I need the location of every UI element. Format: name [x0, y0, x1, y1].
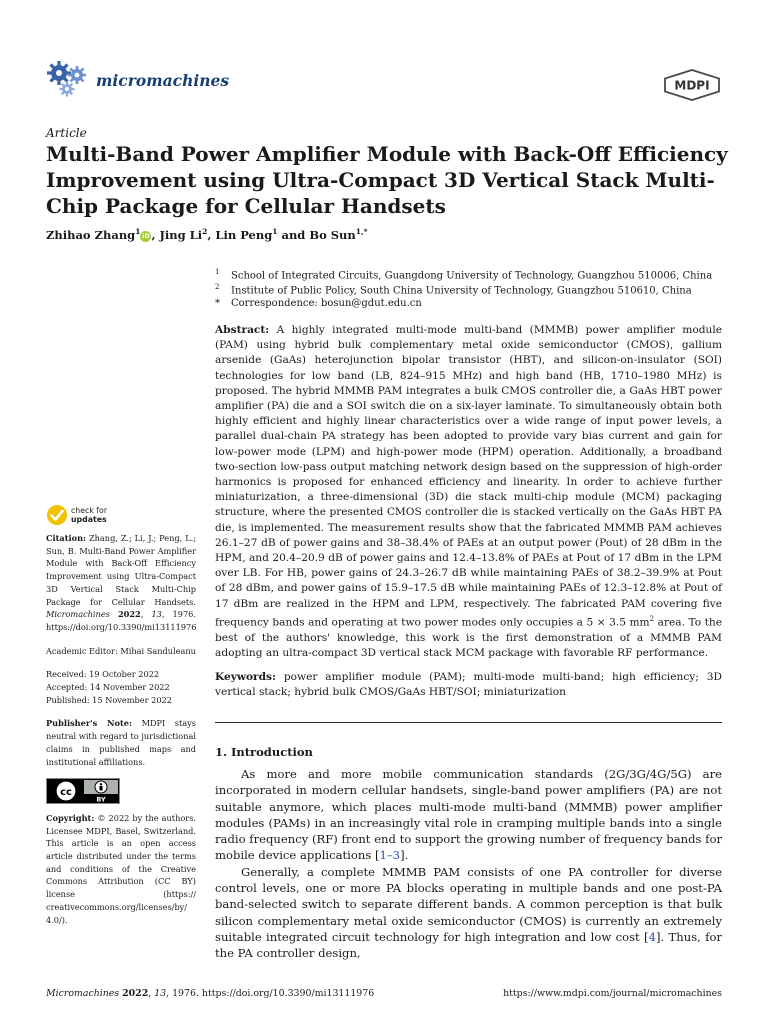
published-date: Published: 15 November 2022 — [46, 694, 172, 705]
footer-citation: Micromachines 2022, 13, 1976. https://doi.org/10.3390/mi13111976 — [46, 988, 375, 999]
article-title: Multi-Band Power Amplifier Module with Back-Off Efficiency Improvement using Ultra-Compact 3D Vertical Stack Multi-Chip Package for Cellular Handsets — [46, 142, 728, 218]
author-affiliation-mark: 2 — [202, 227, 208, 236]
introduction-body — [215, 766, 722, 962]
author-affiliation-mark: 1 — [272, 227, 278, 236]
journal-name: micromachines — [96, 71, 230, 90]
affiliation-item: $^2$ Institute of Public Policy, South China University of Technology, Guangzhou 510610, China — [215, 283, 692, 297]
citation: Citation: Zhang, Z.; Li, J.; Peng, L.; Sun, B. Multi-Band Power Amplifier Module with Back-Off Efficiency Improvement using Ultra-Compact 3D Vertical Stack Multi-Chip Package for Cellular Handsets. Micromachines 2022, 13, 1976. https://doi.org/10.3390/mi13111976 — [46, 533, 197, 632]
accepted-date: Accepted: 14 November 2022 — [46, 682, 170, 693]
author-name[interactable]: Lin Peng — [215, 227, 273, 242]
received-date: Received: 19 October 2022 — [46, 669, 160, 680]
sidebar — [46, 504, 196, 926]
abstract-text: A highly integrated multi-mode multi-band (MMMB) power amplifier module (PAM) using hybrid bulk complementary metal oxide semiconductor (CMOS), gallium arsenide (GaAs) heterojunction bipolar transistor (HBT), and silicon-on-insulator (SOI) technologies for low band (LB, 824–915 MHz) and high band (HB, 1710–1980 MHz) is proposed. The hybrid MMMB PAM integrates a bulk CMOS controller die, a GaAs HBT power amplifier (PA) die and a SOI switch die on a six-layer laminate. To simultaneously obtain both highly efficient and highly linear characteristics over a wide range of input power levels, a parallel dual-chain PA strategy has been adopted to provide vary bias current and gain for low-power mode (LPM) and high-power mode (HPM) operation. Additionally, a broadband two-section low-pass output matching network design based on the suppression of high-order harmonics is proposed for enhanced efficiency and linearity. In order to achieve further miniaturization, a three-dimensional (3D) die stack multi-chip module (MCM) packaging structure, where the presented CMOS controller die is stacked vertically on the GaAs HBT PA die, is implemented. The measurement results show that the fabricated MMMB PAM achieves 26.1–27 dB of power gains and 38–38.4% of PAEs at an output power (Pout) of 28 dBm in the HPM, and 20.4–20.9 dB of power gains and 12.4–13.8% of PAEs at Pout of 17 dBm in the LPM over LB. For HB, power gains of 24.3–26.7 dB while maintaining PAEs of 38.2–39.9% at Pout of 28 dBm, and power gains of 15.9–17.5 dB while maintaining PAEs of 12.3–12.8% at Pout of 17 dBm are realized in the HPM and LPM, respectively. The fabricated PAM covering five frequency bands and operating at two power modes only occupies a — [215, 324, 722, 629]
author-affiliation-mark: 1,* — [355, 227, 368, 236]
author-list: Zhihao Zhang$^1$ iD , Jing Li$^2$, Lin Peng$^1$ and Bo Sun$^{1,*}$ — [46, 227, 368, 242]
keywords-text: power amplifier module (PAM); multi-mode multi-band; high efficiency; 3D vertical stack; hybrid bulk CMOS/GaAs HBT/SOI; miniaturization — [215, 671, 722, 699]
paragraph: As more and more mobile communication standards (2G/3G/4G/5G) are incorporated in modern cellular handsets, single-band power amplifiers (PA) are not suitable anymore, which places multi-mode multi-band (MMMB) power amplifier modules (PAMs) in an increasingly vital role in cramping multiple bands into a single radio frequency (RF) front end to support the growing number of frequency bands for mobile device applications [1–3]. — [215, 767, 722, 863]
author-name[interactable]: Jing Li — [159, 227, 203, 242]
journal-logo-icon — [46, 60, 90, 98]
reference-link[interactable]: 4 — [648, 929, 656, 944]
keywords-label: Keywords: — [215, 671, 276, 683]
keywords — [215, 670, 722, 700]
abstract-label: Abstract: — [215, 324, 270, 336]
author-name[interactable]: Zhihao Zhang — [46, 227, 136, 242]
correspondence: * Correspondence: bosun@gdut.edu.cn — [215, 298, 422, 309]
paragraph: Generally, a complete MMMB PAM consists of one PA controller for diverse control levels, one or more PA blocks operating in multiple bands and one post-PA band-selected switch to separate different bands. A common perception is that bulk silicon complementary metal oxide semiconductor (CMOS) is currently an extremely suitable integrated circuit technology for high integration and low cost [4]. Thus, for the PA controller design, — [215, 864, 722, 961]
publisher-logo-text: MDPI — [674, 78, 710, 93]
section-divider — [215, 722, 722, 723]
section-heading: 1. Introduction — [215, 745, 313, 759]
mdpi-logo-icon — [663, 69, 721, 101]
check-for-updates-button[interactable] — [46, 504, 196, 526]
abstract: Abstract: A highly integrated multi-mode multi-band (MMMB) power amplifier module (PAM) using hybrid bulk complementary metal oxide semiconductor (CMOS), gallium arsenide (GaAs) heterojunction bipolar transistor (HBT), and silicon-on-insulator (SOI) technologies for low band (LB, 824–915 MHz) and high band (HB, 1710–1980 MHz) is proposed. The hybrid MMMB PAM integrates a bulk CMOS controller die, a GaAs HBT power amplifier (PA) die and a SOI switch die on a six-layer laminate. To simultaneously obtain both highly efficient and highly linear characteristics over a wide range of input power levels, a parallel dual-chain PA strategy has been adopted to provide vary bias current and gain for low-power mode (LPM) and high-power mode (HPM) operation. Additionally, a broadband two-section low-pass output matching network design based on the suppression of high-order harmonics is proposed for enhanced efficiency and linearity. In order to achieve further miniaturization, a three-dimensional (3D) die stack multi-chip module (MCM) packaging structure, where the presented CMOS controller die is stacked vertically on the GaAs HBT PA die, is implemented. The measurement results show that the fabricated MMMB PAM achieves 26.1–27 dB of power gains and 38–38.4% of PAEs at an output power (Pout) of 28 dBm in the HPM, and 20.4–20.9 dB of power gains and 12.4–13.8% of PAEs at Pout of 17 dBm in the LPM over LB. For HB, power gains of 24.3–26.7 dB while maintaining PAEs of 38.2–39.9% at Pout of 28 dBm, and power gains of 15.9–17.5 dB while maintaining PAEs of 12.3–12.8% at Pout of 17 dBm are realized in the HPM and LPM, respectively. The fabricated PAM covering five frequency bands and operating at two power modes only occupies a 5 × 3.5 $mm^2$ area. To the best of the authors' knowledge, this work is the first demonstration of a MMMB PAM adopting an ultra-compact 3D vertical stack MCM package with favorable RF performance. — [215, 324, 722, 659]
publisher-note: Publisher's Note: MDPI stays neutral with regard to jurisdictional claims in published maps and institutional affiliations. — [46, 718, 196, 767]
cc-by-license-icon[interactable] — [46, 778, 120, 804]
affiliation-item: $^1$ School of Integrated Circuits, Guangdong University of Technology, Guangzhou 510006, China — [215, 268, 713, 282]
copyright: Copyright: © 2022 by the authors. Licensee MDPI, Basel, Switzerland. This article is an open access article distributed under the terms and conditions of the Creative Commons Attribution (CC BY) license (https:// creativecommons.org/licenses/by/ 4.0/). — [46, 812, 196, 925]
orcid-icon[interactable]: iD — [142, 231, 150, 240]
article-type: Article — [46, 126, 87, 140]
by-label: BY — [96, 795, 106, 804]
check-updates-icon — [46, 504, 68, 526]
check-label: check for — [71, 506, 108, 515]
footer-journal-url[interactable]: https://www.mdpi.com/journal/micromachines — [503, 988, 722, 999]
author-affiliation-mark: 1 — [135, 227, 141, 236]
updates-label: updates — [71, 515, 107, 524]
academic-editor: Academic Editor: Mihai Sanduleanu — [46, 645, 196, 656]
author-name[interactable]: Bo Sun — [309, 227, 356, 242]
reference-link[interactable]: 1–3 — [379, 848, 401, 863]
cc-label: cc — [60, 787, 72, 799]
